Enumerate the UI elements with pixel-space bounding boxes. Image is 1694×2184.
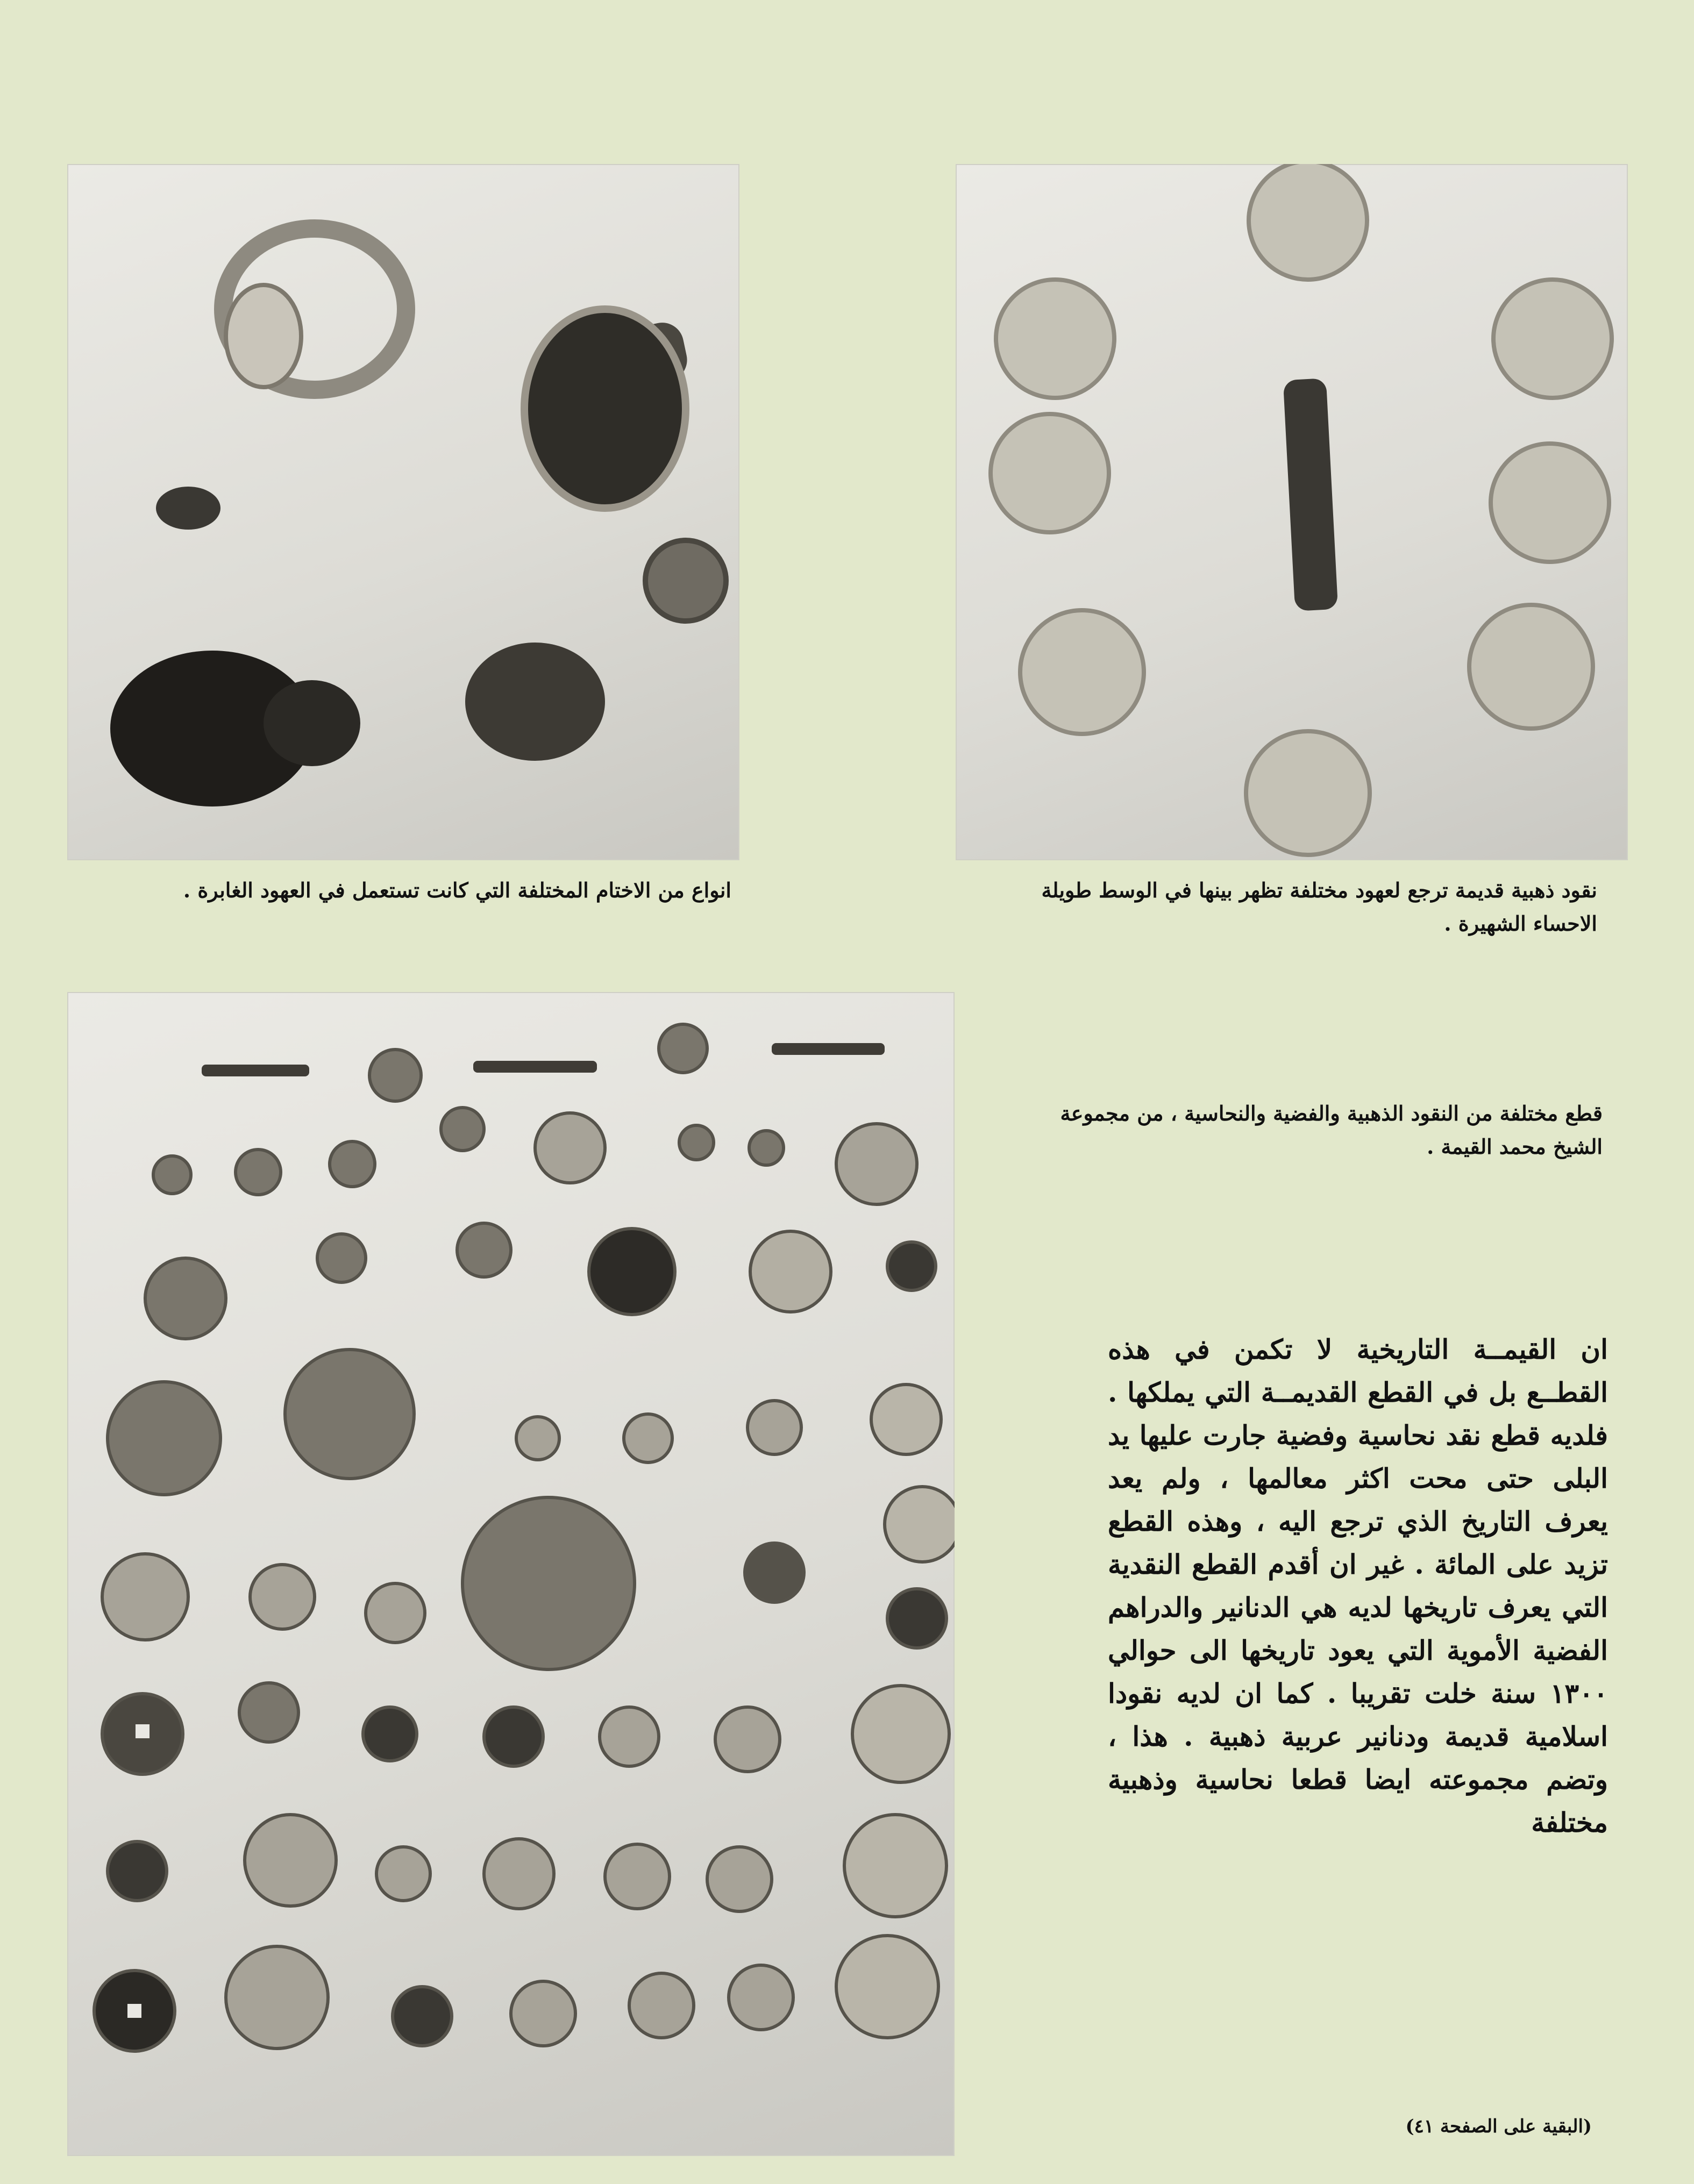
- caption-rings: انواع من الاختام المختلفة التي كانت تستعمل في العهود الغابرة .: [183, 878, 731, 902]
- coin: [589, 1229, 675, 1315]
- coin: [236, 1150, 281, 1195]
- coin: [285, 1350, 414, 1479]
- coin: [250, 1565, 315, 1629]
- photo-coin-collection: [67, 992, 955, 2156]
- coin: [715, 1707, 780, 1772]
- coin: [441, 1108, 484, 1151]
- coin: [750, 1231, 831, 1312]
- coin: [462, 1497, 635, 1669]
- bar-piece: [473, 1061, 597, 1073]
- coin: [239, 1683, 298, 1742]
- coin-square-hole: [127, 2004, 141, 2018]
- coin: [836, 1936, 938, 2038]
- gold-coin: [1246, 731, 1370, 855]
- coin: [844, 1815, 946, 1917]
- gold-coin: [996, 280, 1114, 398]
- coin: [516, 1417, 559, 1460]
- coin: [679, 1125, 714, 1160]
- coin: [535, 1113, 605, 1183]
- gold-coin: [1491, 444, 1609, 562]
- photo-gold-coins: [956, 164, 1628, 860]
- ring-stone: [226, 285, 301, 387]
- gold-coin: [1020, 610, 1144, 734]
- coin: [145, 1258, 226, 1339]
- coin: [108, 1842, 167, 1901]
- small-coin: [645, 540, 726, 621]
- coin: [153, 1156, 191, 1194]
- oval-stone: [465, 643, 605, 761]
- caption-collection: قطع مختلفة من النقود الذهبية والفضية والنحاسية ، من مجموعة الشيخ محمد القيمة .: [1060, 1101, 1603, 1159]
- tawila-bar: [1283, 378, 1338, 611]
- coin: [749, 1131, 784, 1165]
- coin: [707, 1847, 772, 1911]
- coin: [484, 1839, 554, 1909]
- coin-collection-illustration: [67, 992, 955, 2156]
- coin: [376, 1847, 430, 1901]
- coin: [457, 1223, 511, 1277]
- coin: [226, 1946, 328, 2049]
- gold-coin: [1469, 605, 1593, 729]
- coin: [852, 1686, 949, 1782]
- coin: [659, 1024, 707, 1073]
- coin: [317, 1234, 366, 1282]
- gold-coin: [1493, 280, 1612, 398]
- coin: [887, 1589, 946, 1648]
- coin: [629, 1973, 694, 2038]
- coin: [366, 1583, 425, 1643]
- coin: [871, 1384, 941, 1454]
- coin: [887, 1242, 936, 1290]
- caption-gold-coins: نقود ذهبية قديمة ترجع لعهود مختلفة تظهر بينها في الوسط طويلة الاحساء الشهيرة .: [1041, 878, 1597, 936]
- seal-face: [524, 309, 686, 508]
- coin-square-hole: [136, 1724, 150, 1738]
- rings-seals-illustration: [67, 164, 739, 860]
- coin: [745, 1543, 804, 1602]
- coin: [393, 1987, 452, 2046]
- coin: [330, 1141, 375, 1187]
- coin: [511, 1981, 575, 2046]
- coin: [245, 1815, 336, 1906]
- coin: [600, 1707, 659, 1766]
- continued-note: (البقية على الصفحة ٤١): [1405, 2116, 1592, 2137]
- coin: [624, 1414, 672, 1462]
- coin: [836, 1124, 917, 1204]
- gold-coin: [1249, 164, 1367, 280]
- article-body: ان القيمــة التاريخية لا تكمن في هذه القطــع بل في القطع القديمــة التي يملكها . فلديه قطع نقد نحاسية وفضية جارت عليها يد البلى حتى محت اكثر معالمها ، ولم يعد يعرف التاريخ الذي ترجع اليه ، وهذه القطع تزيد على المائة . غير ان أقدم القطع النقدية التي يعرف تاريخها لديه هي الدنانير والدراهم الفضية الأموية التي يعود تاريخها الى حوالي ١٣٠٠ سنة خلت تقريبا . كما ان لديه نقودا اسلامية قديمة ودنانير عربية ذهبية . هذا ، وتضم مجموعته ايضا قطعا نحاسية وذهبية مختلفة: [1108, 1333, 1608, 1838]
- photo-rings-and-seals: [67, 164, 739, 860]
- coin: [748, 1401, 801, 1454]
- coin: [605, 1844, 670, 1909]
- bar-piece: [772, 1043, 885, 1055]
- small-stone: [156, 487, 220, 530]
- coin: [885, 1487, 955, 1562]
- coin: [108, 1382, 220, 1495]
- coin: [729, 1965, 793, 2030]
- coin: [369, 1050, 421, 1101]
- coin: [363, 1707, 417, 1761]
- dark-stone-pair: [264, 680, 360, 766]
- gold-coin: [991, 414, 1109, 532]
- gold-coins-illustration: [956, 164, 1628, 860]
- coin: [102, 1554, 188, 1640]
- coin: [484, 1707, 543, 1766]
- bar-piece: [202, 1065, 309, 1076]
